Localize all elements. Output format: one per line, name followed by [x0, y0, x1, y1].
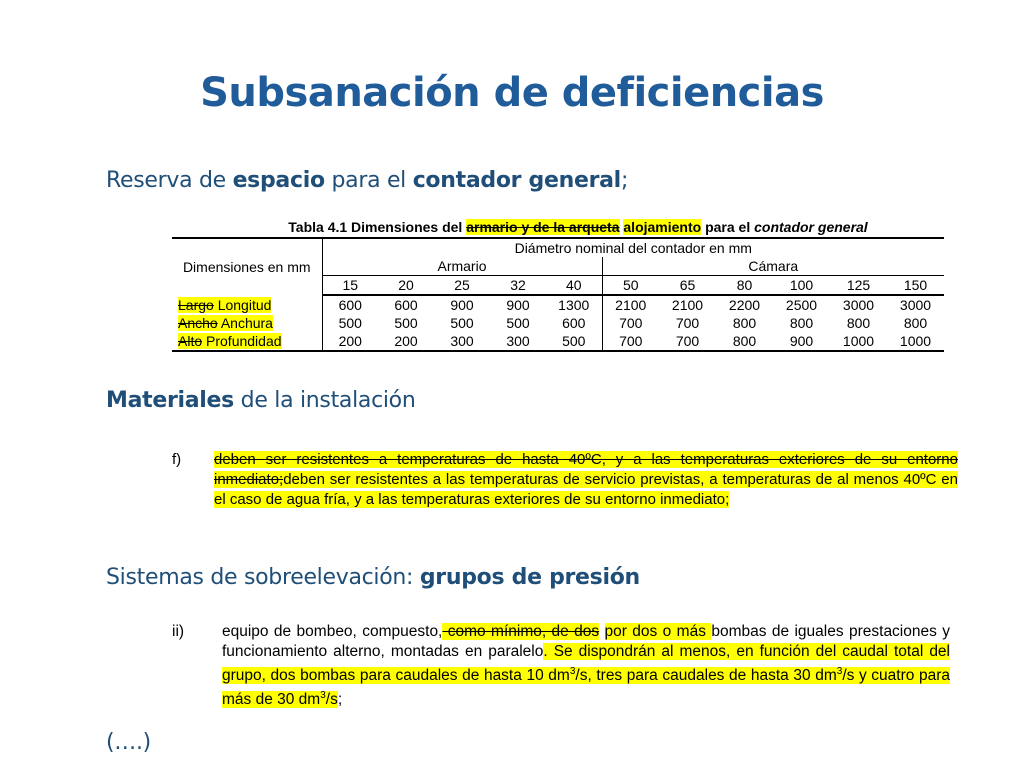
- new-text-part: /s: [325, 691, 338, 709]
- bullet-contador: [106, 168, 628, 193]
- header-diameter: Diámetro nominal del contador en mm: [322, 238, 944, 257]
- bullet-text: Reserva de: [106, 168, 233, 193]
- table-cell: 500: [394, 315, 418, 331]
- table-cell: 1000: [830, 332, 887, 351]
- table-cell: 300: [434, 332, 490, 351]
- bullet-bold: contador general: [412, 168, 621, 193]
- superscript: 3: [836, 666, 843, 677]
- row-label-old: Largo: [178, 296, 214, 313]
- table-cell: 800: [903, 315, 928, 331]
- table-row: [172, 295, 944, 314]
- paragraph-text: [222, 622, 950, 710]
- table-cell: 2100: [671, 297, 704, 313]
- plain-text: bombas de iguales prestaciones y funcionamiento alterno, montadas en paralelo: [222, 623, 950, 660]
- diameter-cell: 125: [830, 276, 887, 296]
- table-cell: 700: [675, 315, 700, 331]
- paragraph-f: [172, 450, 958, 532]
- row-label-old: Alto: [178, 333, 203, 349]
- diameter-cell: 65: [659, 276, 716, 296]
- new-text-part: /s y cuatro para más de 30 dm: [222, 667, 950, 709]
- diameter-cell: 40: [546, 276, 602, 296]
- table-row: [172, 314, 944, 332]
- table-title-struck: armario y de la arqueta: [466, 219, 620, 235]
- plain-text: [599, 623, 604, 640]
- dimensions-table: [172, 237, 944, 352]
- row-label: [172, 314, 322, 332]
- group-camara: Cámara: [602, 257, 944, 276]
- bullet-text: Sistemas de sobreelevación:: [106, 565, 420, 590]
- table-title-text: para el: [701, 219, 755, 235]
- paragraph-label: ii): [172, 623, 185, 640]
- bullet-bold: grupos de presión: [419, 565, 640, 590]
- bullet-bold: espacio: [232, 168, 325, 193]
- table-cell: 800: [789, 315, 814, 331]
- table-cell: 300: [490, 332, 546, 351]
- table-cell: 600: [394, 297, 418, 313]
- new-text: deben ser resistentes a las temperaturas de servicio previstas, a temperaturas de al menos 40ºC en el caso de agua fría, y a las temperaturas exteriores de su entorno inmediato;: [214, 471, 958, 508]
- row-label: [172, 295, 322, 314]
- bullet-text: para el: [324, 168, 413, 193]
- page-title: Subsanación de deficiencias: [200, 70, 824, 116]
- table-cell: 800: [846, 315, 871, 331]
- table-title-new: alojamiento: [623, 219, 702, 235]
- row-label-new: Profundidad: [202, 333, 282, 349]
- struck-text: deben ser resistentes a temperaturas de hasta 40ºC, y a las temperaturas exteriores de su entorno inmediato;: [214, 451, 958, 488]
- header-dimensions: Dimensiones en mm: [172, 238, 322, 295]
- table-cell: 600: [546, 314, 602, 332]
- bullet-materiales: [106, 388, 416, 413]
- plain-text: ;: [337, 691, 343, 709]
- table-cell: 600: [338, 297, 362, 313]
- row-label-old: Ancho: [178, 315, 218, 331]
- diameter-cell: 150: [887, 276, 944, 296]
- new-text-part: /s, tres para caudales de hasta 30 dm: [575, 667, 837, 685]
- diameter-cell: 20: [378, 276, 434, 296]
- new-text: por dos o más: [604, 623, 712, 640]
- diameter-cell: 80: [716, 276, 773, 296]
- table-cell: 700: [659, 332, 716, 351]
- diameter-cell: 100: [773, 276, 830, 296]
- bullet-text: ;: [620, 168, 629, 193]
- diameter-cell: 25: [434, 276, 490, 296]
- table-title-italic: contador general: [754, 219, 868, 235]
- struck-text: como mínimo, de dos: [442, 623, 600, 640]
- table-cell: 2500: [785, 297, 818, 313]
- table-cell: 800: [716, 332, 773, 351]
- table-cell: 3000: [899, 297, 932, 313]
- new-text-part: . Se dispondrán al menos, en función del caudal total del grupo, dos bombas para caudales de hasta 10 dm: [222, 643, 951, 685]
- bullet-text: de la instalación: [233, 388, 416, 413]
- table-cell: 2100: [615, 297, 647, 313]
- row-label: [172, 332, 322, 351]
- table-cell: 500: [450, 315, 474, 331]
- diameter-cell: 32: [490, 276, 546, 296]
- table-cell: 900: [450, 297, 474, 313]
- table-cell: 1000: [887, 332, 944, 351]
- table-cell: 500: [338, 315, 362, 331]
- superscript: 3: [320, 690, 326, 702]
- table-cell: 2200: [728, 297, 761, 313]
- table-cell: 200: [322, 332, 378, 351]
- diameter-cell: 15: [322, 276, 378, 296]
- bullet-sistemas: [106, 565, 640, 590]
- table-cell: 700: [602, 332, 659, 351]
- plain-text: equipo de bombeo, compuesto,: [222, 623, 443, 640]
- table-cell: 1300: [546, 295, 602, 314]
- row-label-new: Longitud: [213, 296, 272, 313]
- table-row: [172, 332, 944, 351]
- table-cell: 700: [619, 315, 643, 331]
- table-cell: 200: [378, 332, 434, 351]
- bullet-bold: Materiales: [106, 388, 234, 413]
- paragraph-label: f): [172, 451, 182, 468]
- dimensions-table-block: [172, 219, 944, 352]
- table-cell: 500: [506, 315, 530, 331]
- row-label-new: Anchura: [217, 315, 273, 331]
- paragraph-ii: [172, 622, 951, 709]
- table-cell: 500: [546, 332, 602, 351]
- table-cell: 900: [773, 332, 830, 351]
- table-cell: 800: [732, 315, 757, 331]
- group-armario: Armario: [322, 257, 602, 276]
- paragraph-text: [214, 450, 958, 510]
- table-title-text: Tabla 4.1 Dimensiones del: [288, 219, 467, 235]
- bullet-ellipsis: (….): [106, 730, 151, 755]
- table-title: [172, 219, 944, 235]
- diameter-cell: 50: [602, 276, 659, 296]
- table-cell: 3000: [842, 297, 875, 313]
- superscript: 3: [569, 666, 576, 677]
- table-cell: 900: [506, 297, 530, 313]
